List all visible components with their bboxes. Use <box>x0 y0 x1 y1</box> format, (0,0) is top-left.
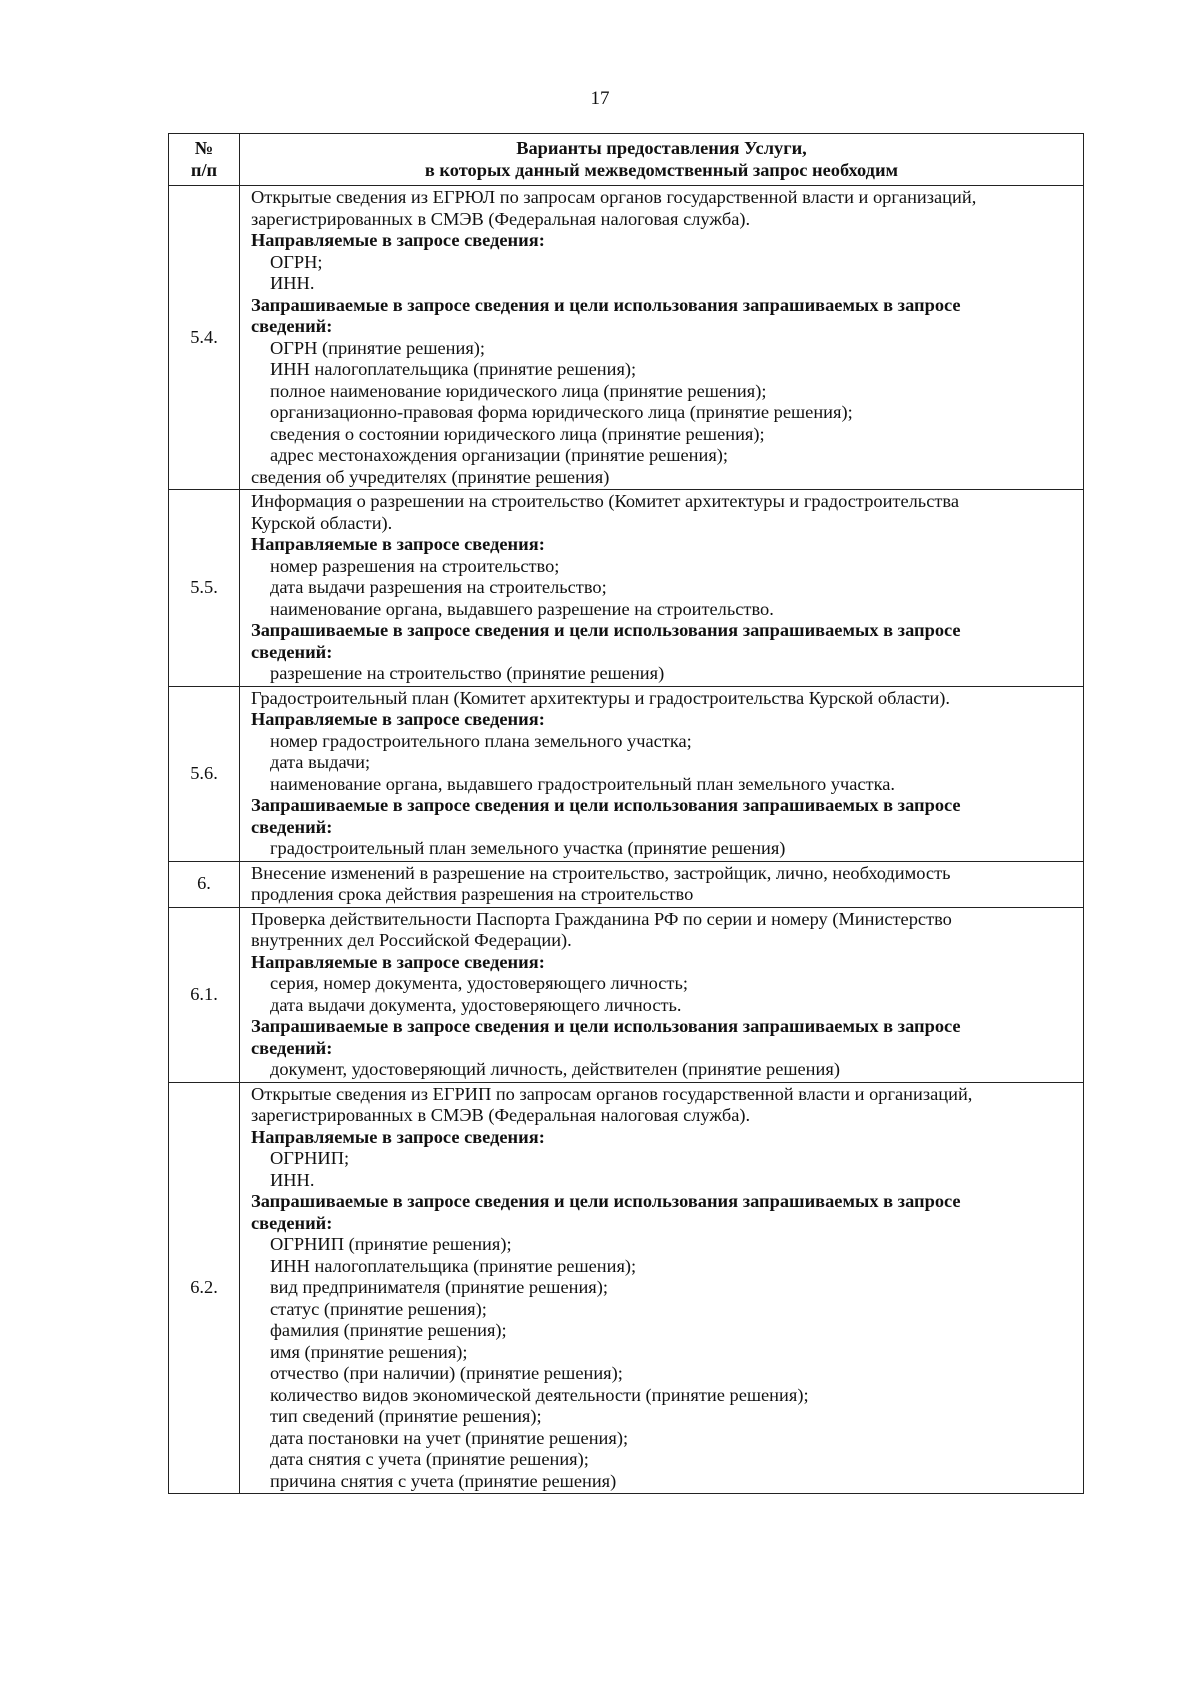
list-item: дата выдачи документа, удостоверяющего личность. <box>270 994 682 1015</box>
content-line: Проверка действительности Паспорта Гражданина РФ по серии и номеру (Министерство <box>251 908 952 929</box>
section-heading: Направляемые в запросе сведения: <box>251 1126 545 1147</box>
list-item: ОГРНИП; <box>270 1148 350 1168</box>
list-item: документ, удостоверяющий личность, действителен (принятие решения) <box>270 1059 840 1079</box>
content-line: зарегистрированных в СМЭВ (Федеральная налоговая служба). <box>251 208 751 229</box>
list-item: ИНН. <box>270 273 315 293</box>
list-item: статус (принятие решения); <box>270 1298 487 1319</box>
list-item: ОГРН; <box>270 251 323 272</box>
header-number-column <box>169 134 240 186</box>
list-item: количество видов экономической деятельности (принятие решения); <box>270 1384 809 1405</box>
row-content <box>240 490 1084 687</box>
section-heading: Запрашиваемые в запросе сведения и цели использования запрашиваемых в запросе <box>251 1191 961 1211</box>
row-number: 5.6. <box>169 686 240 861</box>
content-line: Градостроительный план (Комитет архитектуры и градостроительства Курской области). <box>251 687 951 708</box>
table-row <box>169 861 1084 907</box>
list-item: полное наименование юридического лица (принятие решения); <box>270 380 767 401</box>
section-heading: сведений: <box>251 641 333 662</box>
table-header-row <box>169 134 1084 186</box>
section-heading: Запрашиваемые в запросе сведения и цели использования запрашиваемых в запросе <box>251 620 961 640</box>
row-number: 5.5. <box>169 490 240 687</box>
header-variants-column <box>240 134 1084 186</box>
list-item: дата выдачи разрешения на строительство; <box>270 577 607 597</box>
section-heading: сведений: <box>251 816 333 837</box>
table-row <box>169 907 1084 1082</box>
list-item: фамилия (принятие решения); <box>270 1320 507 1340</box>
table-body <box>169 186 1084 1494</box>
row-content <box>240 907 1084 1082</box>
list-item: сведения о состоянии юридического лица (принятие решения); <box>270 423 765 444</box>
list-item: ИНН налогоплательщика (принятие решения); <box>270 1255 637 1276</box>
content-line: внутренних дел Российской Федерации). <box>251 930 572 950</box>
section-heading: Направляемые в запросе сведения: <box>251 951 545 972</box>
row-number: 5.4. <box>169 186 240 490</box>
content-line: Информация о разрешении на строительство (Комитет архитектуры и градостроительства <box>251 491 959 511</box>
list-item: серия, номер документа, удостоверяющего личность; <box>270 973 688 993</box>
list-item: адрес местонахождения организации (принятие решения); <box>270 445 729 465</box>
content-line: зарегистрированных в СМЭВ (Федеральная налоговая служба). <box>251 1105 751 1125</box>
content-line: Открытые сведения из ЕГРЮЛ по запросам органов государственной власти и организаций, <box>251 187 977 207</box>
header-number-symbol: № <box>194 138 214 158</box>
row-number: 6.1. <box>169 907 240 1082</box>
services-table <box>168 133 1084 1494</box>
list-item: дата выдачи; <box>270 752 371 772</box>
content-line: Внесение изменений в разрешение на строительство, застройщик, лично, необходимость <box>251 862 951 883</box>
section-heading: Направляемые в запросе сведения: <box>251 230 545 250</box>
header-number-label: п/п <box>190 159 218 180</box>
list-item: номер разрешения на строительство; <box>270 555 560 576</box>
list-item: ОГРН (принятие решения); <box>270 337 486 358</box>
row-content <box>240 186 1084 490</box>
list-item: организационно-правовая форма юридического лица (принятие решения); <box>270 402 853 422</box>
row-number: 6. <box>169 861 240 907</box>
content-line: сведения об учредителях (принятие решения) <box>251 466 610 487</box>
section-heading: Запрашиваемые в запросе сведения и цели использования запрашиваемых в запросе <box>251 1016 961 1036</box>
list-item: тип сведений (принятие решения); <box>270 1406 542 1426</box>
content-line: Курской области). <box>251 512 393 533</box>
list-item: дата постановки на учет (принятие решения); <box>270 1427 629 1448</box>
section-heading: Направляемые в запросе сведения: <box>251 534 545 554</box>
row-content <box>240 1082 1084 1494</box>
list-item: имя (принятие решения); <box>270 1341 468 1362</box>
table-row <box>169 186 1084 490</box>
list-item: ИНН налогоплательщика (принятие решения); <box>270 359 637 379</box>
row-content <box>240 686 1084 861</box>
list-item: наименование органа, выдавшего градостроительный план земельного участка. <box>270 773 895 794</box>
table-row <box>169 490 1084 687</box>
list-item: номер градостроительного плана земельного участка; <box>270 730 692 751</box>
list-item: наименование органа, выдавшего разрешение на строительство. <box>270 598 774 619</box>
section-heading: Направляемые в запросе сведения: <box>251 709 545 729</box>
list-item: вид предпринимателя (принятие решения); <box>270 1277 608 1297</box>
list-item: ОГРНИП (принятие решения); <box>270 1234 512 1254</box>
section-heading: сведений: <box>251 316 333 336</box>
section-heading: сведений: <box>251 1037 333 1058</box>
section-heading: Запрашиваемые в запросе сведения и цели использования запрашиваемых в запросе <box>251 294 961 315</box>
list-item: причина снятия с учета (принятие решения) <box>270 1470 617 1491</box>
list-item: ИНН. <box>270 1169 315 1190</box>
section-heading: сведений: <box>251 1212 333 1233</box>
table-row <box>169 1082 1084 1494</box>
content-line: Открытые сведения из ЕГРИП по запросам органов государственной власти и организаций, <box>251 1083 973 1104</box>
list-item: градостроительный план земельного участка (принятие решения) <box>270 838 786 858</box>
table-row <box>169 686 1084 861</box>
list-item: разрешение на строительство (принятие решения) <box>270 663 665 683</box>
row-number: 6.2. <box>169 1082 240 1494</box>
content-line: продления срока действия разрешения на строительство <box>251 884 694 904</box>
section-heading: Запрашиваемые в запросе сведения и цели использования запрашиваемых в запросе <box>251 795 961 815</box>
header-title-line-1: Варианты предоставления Услуги, <box>516 138 807 158</box>
list-item: дата снятия с учета (принятие решения); <box>270 1449 589 1469</box>
page-number: 17 <box>590 88 610 109</box>
header-title-line-2: в которых данный межведомственный запрос необходим <box>424 159 899 180</box>
list-item: отчество (при наличии) (принятие решения); <box>270 1363 623 1383</box>
row-content <box>240 861 1084 907</box>
